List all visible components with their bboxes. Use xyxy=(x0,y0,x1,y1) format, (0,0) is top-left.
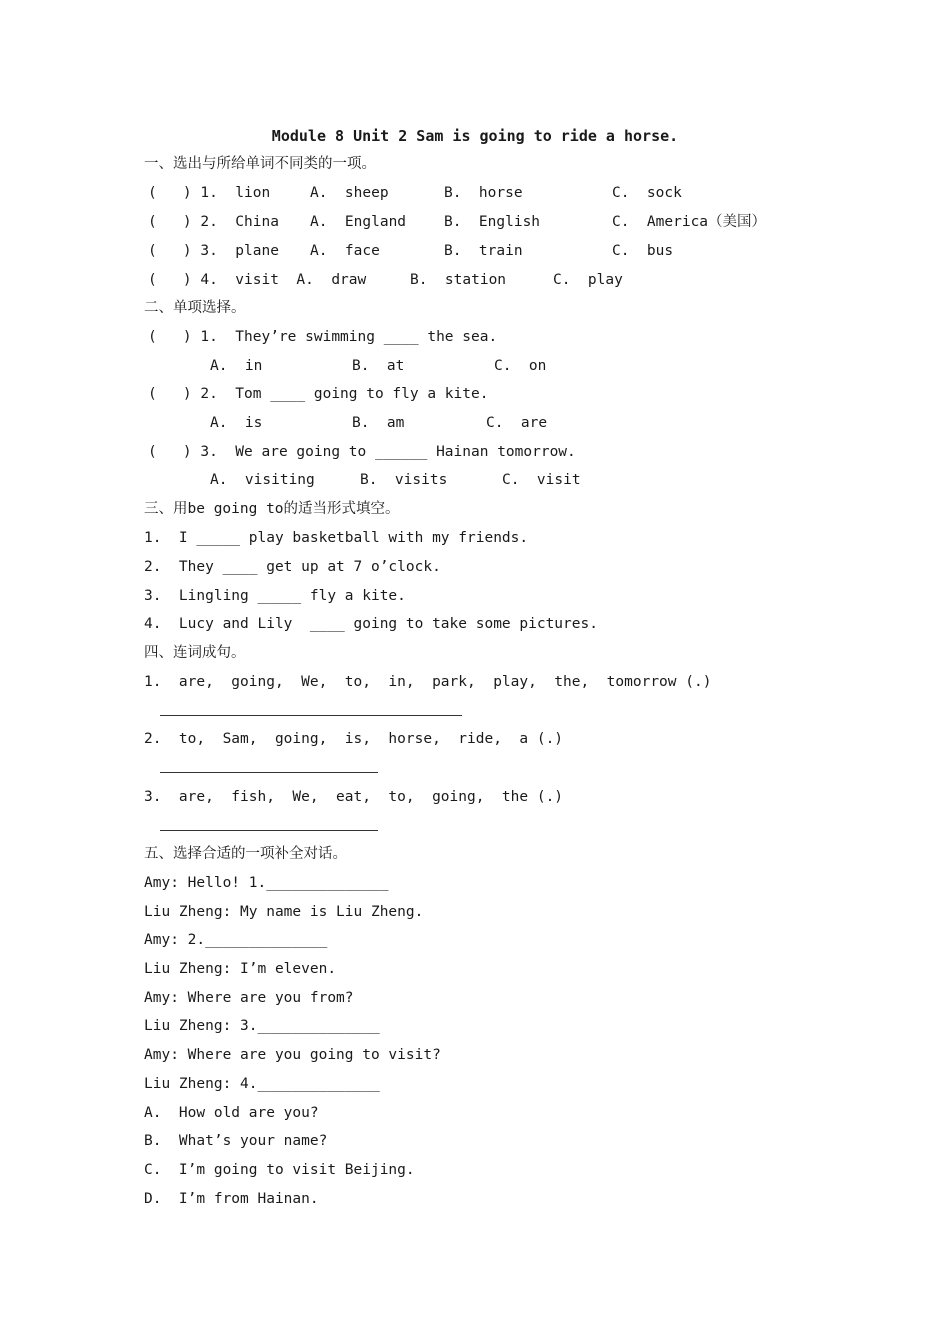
s2-q3-option-a: A. visiting xyxy=(210,472,315,488)
s1-q1-option-b: B. horse xyxy=(444,185,523,201)
dialogue-line-8: Liu Zheng: 4.______________ xyxy=(144,1076,380,1092)
section2-heading: 二、单项选择。 xyxy=(144,300,246,316)
s3-item-2: 2. They ____ get up at 7 o’clock. xyxy=(144,559,441,575)
s1-q1-option-c: C. sock xyxy=(612,185,682,201)
s3-item-1: 1. I _____ play basketball with my friends. xyxy=(144,530,529,546)
section3-heading: 三、用be going to的适当形式填空。 xyxy=(144,501,400,517)
s1-q3-option-b: B. train xyxy=(444,243,523,259)
s1-q3-stem: ( ) 3. plane xyxy=(148,243,279,259)
s1-q2-stem: ( ) 2. China xyxy=(148,214,279,230)
s2-q1-stem: ( ) 1. They’re swimming ____ the sea. xyxy=(148,329,498,345)
dialogue-line-5: Amy: Where are you from? xyxy=(144,990,354,1006)
section5-heading: 五、选择合适的一项补全对话。 xyxy=(144,846,347,862)
dialogue-line-3: Amy: 2.______________ xyxy=(144,932,328,948)
s2-q2-option-a: A. is xyxy=(210,415,263,431)
s2-q2-stem: ( ) 2. Tom ____ going to fly a kite. xyxy=(148,386,489,402)
s4-answer-line-1 xyxy=(160,715,462,716)
worksheet-title: Module 8 Unit 2 Sam is going to ride a horse. xyxy=(271,127,679,145)
s1-q1-option-a: A. sheep xyxy=(310,185,389,201)
section1-heading: 一、选出与所给单词不同类的一项。 xyxy=(144,156,376,172)
s4-item-2: 2. to, Sam, going, is, horse, ride, a (.) xyxy=(144,731,564,747)
option-b: B. What’s your name? xyxy=(144,1133,328,1149)
s2-q3-option-b: B. visits xyxy=(360,472,448,488)
s1-q1-stem: ( ) 1. lion xyxy=(148,185,271,201)
option-c: C. I’m going to visit Beijing. xyxy=(144,1162,415,1178)
s1-q2-option-c: C. America（美国） xyxy=(612,214,767,230)
dialogue-line-1: Amy: Hello! 1.______________ xyxy=(144,875,389,891)
dialogue-line-7: Amy: Where are you going to visit? xyxy=(144,1047,441,1063)
option-a: A. How old are you? xyxy=(144,1105,319,1121)
option-d: D. I’m from Hainan. xyxy=(144,1191,319,1207)
dialogue-line-2: Liu Zheng: My name is Liu Zheng. xyxy=(144,904,424,920)
s2-q1-option-a: A. in xyxy=(210,358,263,374)
s1-q2-option-b: B. English xyxy=(444,214,541,230)
s2-q1-option-b: B. at xyxy=(352,358,405,374)
s3-item-3: 3. Lingling _____ fly a kite. xyxy=(144,588,406,604)
s1-q2-option-a: A. England xyxy=(310,214,407,230)
s4-answer-line-3 xyxy=(160,830,378,831)
s2-q3-option-c: C. visit xyxy=(502,472,581,488)
s1-q4-option-c: C. play xyxy=(553,272,623,288)
s2-q2-option-b: B. am xyxy=(352,415,405,431)
s2-q2-option-c: C. are xyxy=(486,415,548,431)
dialogue-line-6: Liu Zheng: 3.______________ xyxy=(144,1018,380,1034)
s4-item-1: 1. are, going, We, to, in, park, play, the, tomorrow (.) xyxy=(144,674,712,690)
s4-answer-line-2 xyxy=(160,772,378,773)
s2-q1-option-c: C. on xyxy=(494,358,547,374)
section4-heading: 四、连词成句。 xyxy=(144,645,246,661)
s1-q3-option-a: A. face xyxy=(310,243,380,259)
s3-item-4: 4. Lucy and Lily ____ going to take some pictures. xyxy=(144,616,598,632)
dialogue-line-4: Liu Zheng: I’m eleven. xyxy=(144,961,337,977)
s1-q3-option-c: C. bus xyxy=(612,243,674,259)
s2-q3-stem: ( ) 3. We are going to ______ Hainan tomorrow. xyxy=(148,444,576,460)
s4-item-3: 3. are, fish, We, eat, to, going, the (.) xyxy=(144,789,564,805)
s1-q4-stem: ( ) 4. visit A. draw xyxy=(148,272,367,288)
s1-q4-option-b: B. station xyxy=(410,272,507,288)
